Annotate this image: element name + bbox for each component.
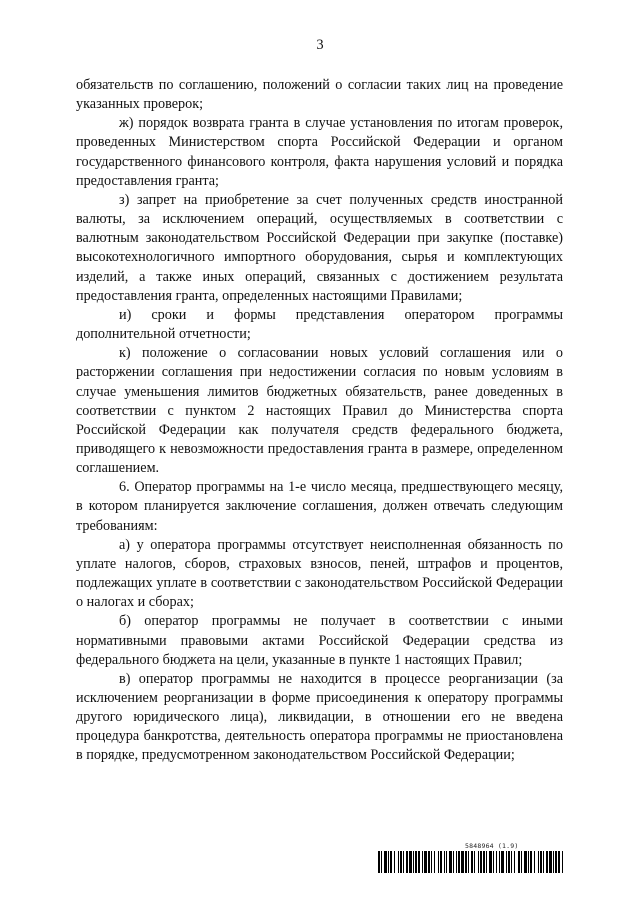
paragraph-item-z: з) запрет на приобретение за счет полученных средств иностранной валюты, за исключением операций, осуществляемых в соответствии с валютным законодательством Российской Федерации при закупке (поставке) высокотехнологичного импортного оборудования, сырья и комплектующих изделий, а также иных операций, связанных с достижением результата предоставления гранта, определенных настоящими Правилами; xyxy=(76,191,563,304)
paragraph-item-i: и) сроки и формы представления оператором программы дополнительной отчетности; xyxy=(76,306,563,343)
paragraph-item-zh: ж) порядок возврата гранта в случае установления по итогам проверок, проведенных Министерством спорта Российской Федерации и органом государственного финансового контроля, факта нарушения условий и порядка предоставления гранта; xyxy=(76,115,563,189)
paragraph-continuation: обязательств по соглашению, положений о согласии таких лиц на проведение указанных проверок; xyxy=(76,77,563,113)
paragraph-item-k: к) положение о согласовании новых условий соглашения или о расторжении соглашения при недостижении согласия по новым условиям в случае уменьшения лимитов бюджетных обязательств, ранее доведенных в соответствии с пунктом 2 настоящих Правил до Министерства спорта Российской Федерации как получателя средств федерального бюджета, приводящего к невозможности предоставления гранта в размере, определенном соглашением. xyxy=(76,345,563,477)
document-body xyxy=(76,76,563,766)
page-number: 3 xyxy=(316,37,324,53)
paragraph-item-v: в) оператор программы не находится в процессе реорганизации (за исключением реорганизации в форме присоединения к оператору программы другого юридического лица), ликвидации, в отношении его не введена процедура банкротства, деятельность оператора программы не приостановлена в порядке, предусмотренном законодательством Российской Федерации; xyxy=(76,670,563,764)
paragraph-item-b: б) оператор программы не получает в соответствии с иными нормативными правовыми актами Российской Федерации средства из федерального бюджета на цели, указанные в пункте 1 настоящих Правил; xyxy=(76,613,563,668)
paragraph-6: 6. Оператор программы на 1-е число месяца, предшествующего месяцу, в котором планируется заключение соглашения, должен отвечать следующим требованиям: xyxy=(76,479,563,534)
barcode-icon xyxy=(378,851,563,873)
barcode-number: 5848964 (1.9) xyxy=(465,842,519,850)
paragraph-item-a: а) у оператора программы отсутствует неисполненная обязанность по уплате налогов, сборов, страховых взносов, пеней, штрафов и процентов, подлежащих уплате в соответствии с законодательством Российской Федерации о налогах и сборах; xyxy=(76,536,563,611)
